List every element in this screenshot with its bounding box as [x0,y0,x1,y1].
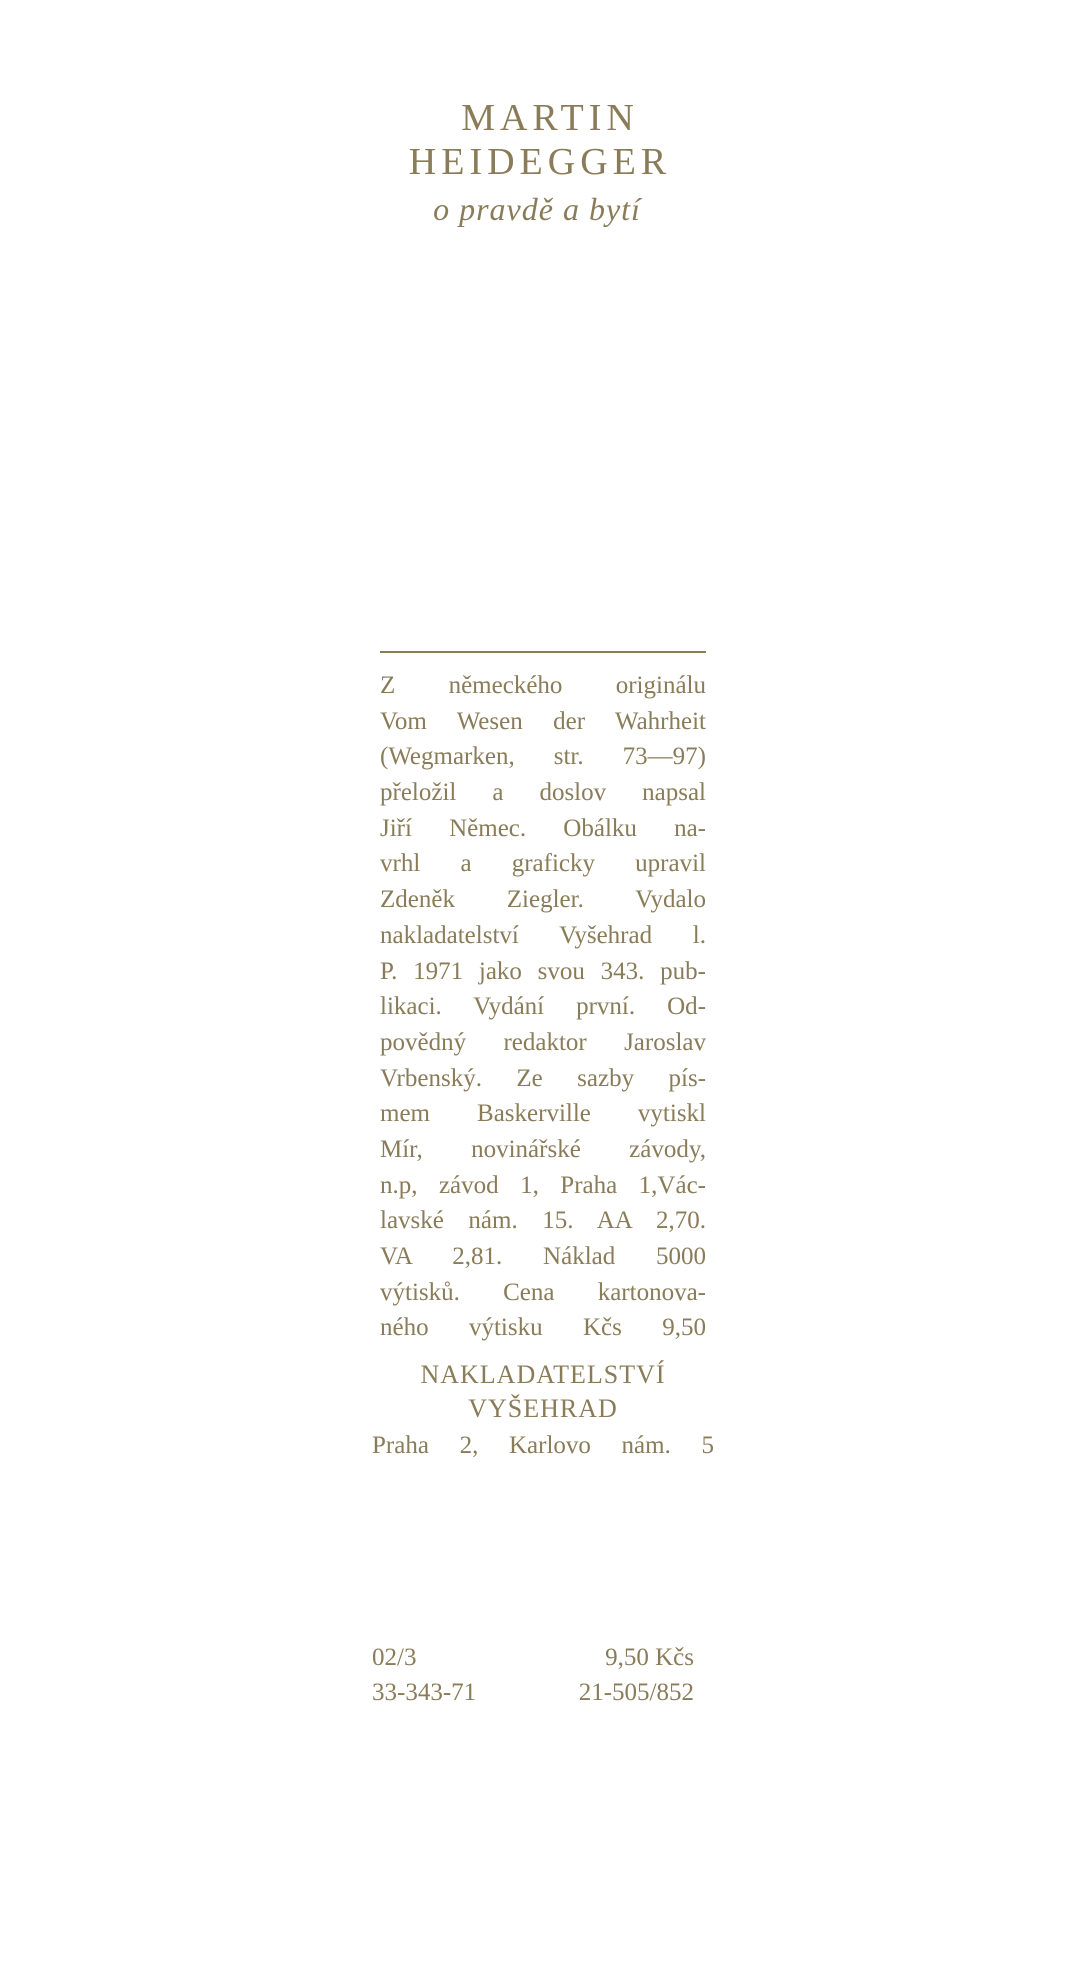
footer-row [372,1675,694,1710]
colophon-line: vrhl a graficky upravil [380,850,706,878]
colophon-line: Zdeněk Ziegler. Vydalo [380,886,706,914]
title-block [360,96,720,230]
book-subtitle: o pravdě a bytí [433,191,641,227]
publisher-address: Praha 2, Karlovo nám. 5 [372,1432,714,1459]
colophon-line: likaci. Vydání první. Od- [380,993,706,1021]
colophon-line: Vrbenský. Ze sazby pís- [380,1064,706,1092]
colophon-line: Jiří Němec. Obálku na- [380,814,706,842]
author-first-name: MARTIN [461,97,639,139]
colophon-line: P. 1971 jako svou 343. pub- [380,957,706,985]
author-last-name: HEIDEGGER [408,141,672,183]
publisher-name-line1: NAKLADATELSTVÍ [420,1360,666,1389]
catalog-footer [372,1640,694,1710]
divider-rule [380,651,706,653]
registration-number: 21-505/852 [578,1679,694,1706]
colophon-line: povědný redaktor Jaroslav [380,1028,706,1056]
colophon-line: VA 2,81. Náklad 5000 [380,1243,706,1270]
publisher-name-line2: VYŠEHRAD [468,1394,618,1423]
colophon-line: Vom Wesen der Wahrheit [380,707,706,735]
colophon-line: výtisků. Cena kartonova- [380,1278,706,1306]
publisher-block [372,1358,714,1464]
colophon-line: Z německého originálu [380,672,706,699]
colophon-line: nakladatelství Vyšehrad l. [380,921,706,949]
colophon-line: (Wegmarken, str. 73—97) [380,743,706,771]
colophon-line: Mír, novinářské závody, [380,1135,706,1163]
colophon-line: přeložil a doslov napsal [380,779,706,807]
footer-row [372,1640,694,1675]
colophon-text [380,668,706,1346]
colophon-line: n.p, závod 1, Praha 1,Vác- [380,1171,706,1199]
colophon-line: ného výtisku Kčs 9,50 [380,1314,706,1342]
publication-number: 33-343-71 [372,1679,477,1706]
catalog-code: 02/3 [372,1644,417,1671]
colophon-line: lavské nám. 15. AA 2,70. [380,1207,706,1235]
colophon-line: mem Baskerville vytiskl [380,1100,706,1128]
price: 9,50 Kčs [605,1644,694,1671]
